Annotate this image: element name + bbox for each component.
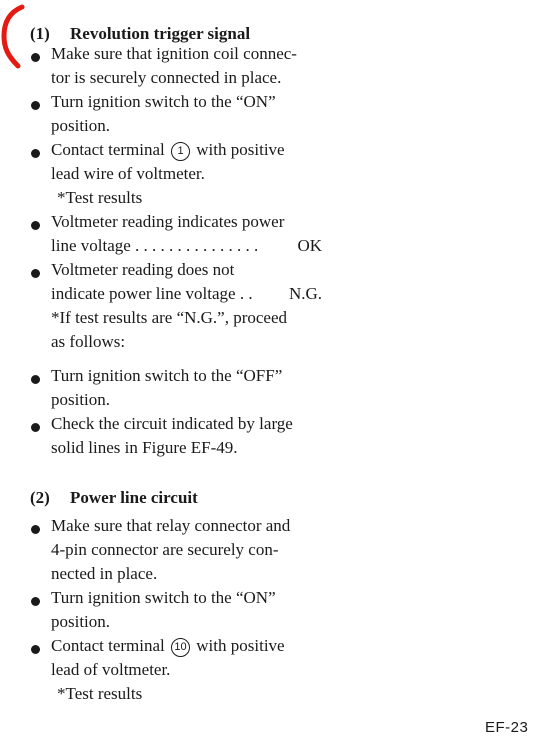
bullet-icon [31, 375, 40, 384]
bullet-icon [31, 597, 40, 606]
page-reference: EF-23 [485, 719, 529, 736]
bullet-item [51, 258, 322, 354]
bullet-item [51, 412, 322, 460]
line [51, 234, 322, 258]
bullet-icon [31, 423, 40, 432]
text: Contact terminal [51, 636, 165, 655]
red-bracket-mark [0, 0, 26, 72]
text: Contact terminal [51, 140, 165, 159]
bullet-item [51, 42, 322, 90]
line: Make sure that ignition coil connec- [51, 44, 297, 63]
text: line voltage . . . . . . . . . . . . . . . [51, 236, 259, 255]
bullet-item [51, 586, 322, 634]
section-2-heading [30, 486, 198, 510]
text: N.G. [288, 284, 322, 303]
section-number: (2) [30, 488, 50, 507]
bullet-item [51, 90, 322, 138]
bullet-icon [31, 53, 40, 62]
line: Voltmeter reading does not [51, 260, 235, 279]
text: OK [297, 236, 322, 255]
text: with positive [196, 140, 285, 159]
bullet-icon [31, 645, 40, 654]
line: position. [51, 116, 111, 135]
line: *If test results are “N.G.”, proceed [51, 308, 288, 327]
bullet-item [51, 210, 322, 258]
line: *Test results [57, 684, 143, 703]
line: Check the circuit indicated by large [51, 414, 293, 433]
line: 4-pin connector are securely con- [51, 540, 279, 559]
line: Turn ignition switch to the “ON” [51, 92, 276, 111]
line: position. [51, 612, 111, 631]
line: as follows: [51, 332, 126, 351]
bullet-item [51, 514, 322, 586]
line: lead of voltmeter. [51, 660, 171, 679]
line: lead wire of voltmeter. [51, 164, 205, 183]
line: Turn ignition switch to the “OFF” [51, 366, 283, 385]
section-title: Revolution trigger signal [70, 24, 251, 43]
bullet-item [51, 634, 322, 706]
line [51, 634, 322, 658]
line: position. [51, 390, 111, 409]
line: tor is securely connected in place. [51, 68, 282, 87]
line: Turn ignition switch to the “ON” [51, 588, 276, 607]
circled-terminal-number: 10 [171, 638, 190, 657]
line: Voltmeter reading indicates power [51, 212, 285, 231]
line: Make sure that relay connector and [51, 516, 291, 535]
bullet-icon [31, 525, 40, 534]
bullet-item [51, 138, 322, 210]
section-title: Power line circuit [70, 488, 198, 507]
text: indicate power line voltage . . [51, 284, 253, 303]
bullet-icon [31, 269, 40, 278]
line [51, 138, 322, 162]
bullet-icon [31, 101, 40, 110]
bullet-icon [31, 149, 40, 158]
section-number: (1) [30, 24, 50, 43]
line: nected in place. [51, 564, 158, 583]
line: solid lines in Figure EF-49. [51, 438, 238, 457]
bullet-item [51, 364, 322, 412]
circled-terminal-number: 1 [171, 142, 190, 161]
line [51, 282, 322, 306]
bullet-icon [31, 221, 40, 230]
text: with positive [196, 636, 285, 655]
line: *Test results [57, 188, 143, 207]
